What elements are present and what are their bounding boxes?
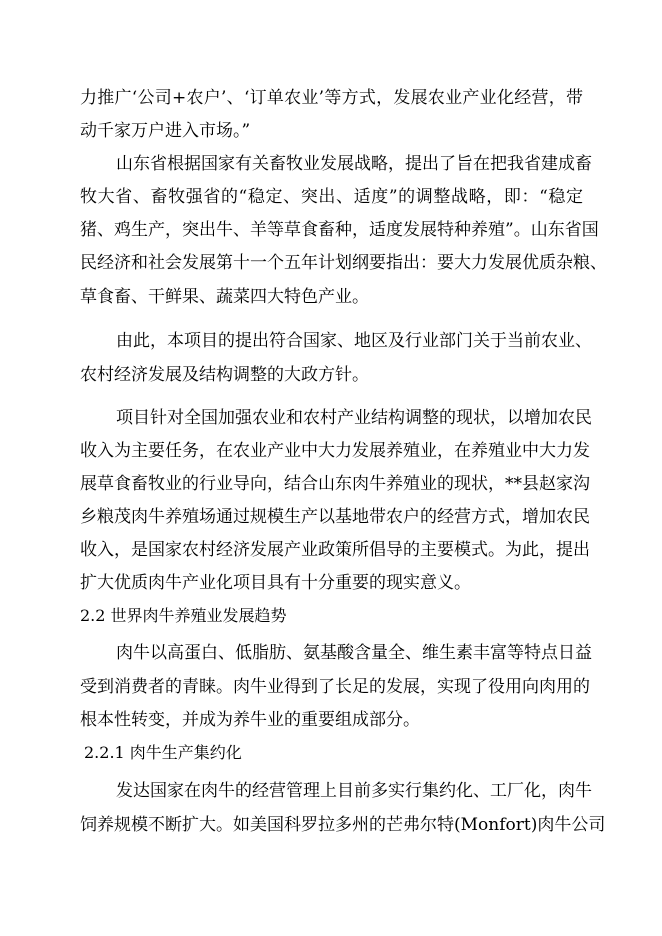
paragraph-line: 收入为主要任务，在农业产业中大力发展养殖业，在养殖业中大力发 [80,441,590,461]
paragraph-line: 力推广‘公司+农户’、‘订单农业’等方式，发展农业产业化经营，带 [80,88,583,108]
paragraph-line: 项目针对全国加强农业和农村产业结构调整的现状，以增加农民 [116,408,592,428]
paragraph-line: 收入，是国家农村经济发展产业政策所倡导的主要模式。为此，提出 [80,540,590,560]
subsection-heading: 2.2.1 肉牛生产集约化 [84,743,242,762]
paragraph-line: 草食畜、干鲜果、蔬菜四大特色产业。 [80,287,369,307]
paragraph-line: 牧大省、畜牧强省的“稳定、突出、适度”的调整战略，即：“稳定 [80,187,583,207]
paragraph-line: 扩大优质肉牛产业化项目具有十分重要的现实意义。 [80,573,471,593]
paragraph-line: 由此，本项目的提出符合国家、地区及行业部门关于当前农业、 [116,331,592,351]
paragraph-line: 猪、鸡生产，突出牛、羊等草食畜种，适度发展特种养殖”。山东省国 [80,220,599,240]
paragraph-line: 根本性转变，并成为养牛业的重要组成部分。 [80,710,420,730]
paragraph-line: 受到消费者的青睐。肉牛业得到了长足的发展，实现了役用向肉用的 [80,677,590,697]
paragraph-line: 动千家万户进入市场。” [80,121,251,141]
paragraph-line: 饲养规模不断扩大。如美国科罗拉多州的芒弗尔特(Monfort)肉牛公司 [80,815,606,835]
paragraph-line: 肉牛以高蛋白、低脂肪、氨基酸含量全、维生素丰富等特点日益 [116,643,592,663]
paragraph-line: 民经济和社会发展第十一个五年计划纲要指出：要大力发展优质杂粮、 [80,253,607,273]
paragraph-line: 发达国家在肉牛的经营管理上目前多实行集约化、工厂化，肉牛 [116,781,592,801]
section-heading: 2.2 世界肉牛养殖业发展趋势 [80,606,287,625]
paragraph-line: 展草食畜牧业的行业导向，结合山东肉牛养殖业的现状，**县赵家沟 [80,474,590,494]
paragraph-line: 乡粮茂肉牛养殖场通过规模生产以基地带农户的经营方式，增加农民 [80,507,590,527]
paragraph-line: 农村经济发展及结构调整的大政方针。 [80,365,369,385]
paragraph-line: 山东省根据国家有关畜牧业发展战略，提出了旨在把我省建成畜 [116,154,592,174]
